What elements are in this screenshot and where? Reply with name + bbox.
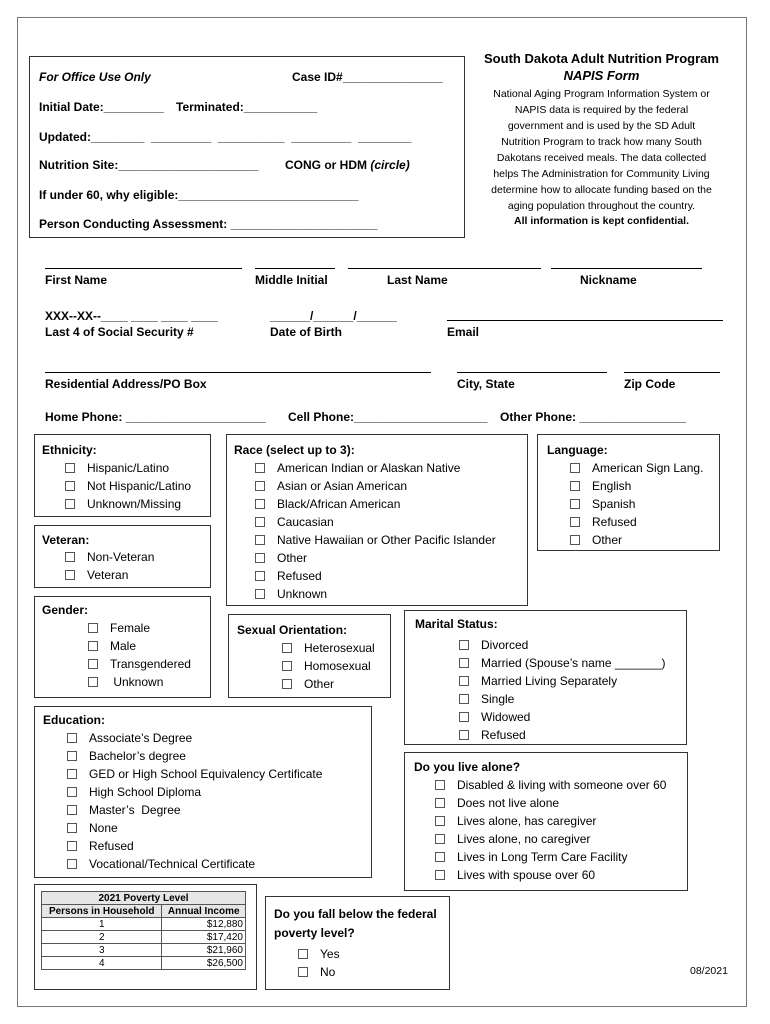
income-cell: $12,880 <box>162 918 246 931</box>
cell-phone-field[interactable]: Cell Phone:____________________ <box>288 410 488 424</box>
checkbox-icon[interactable] <box>570 463 580 473</box>
last-name-line[interactable] <box>348 268 541 269</box>
checkbox-icon[interactable] <box>67 787 77 797</box>
circle-note: (circle) <box>370 158 410 172</box>
checkbox-icon[interactable] <box>255 517 265 527</box>
checkbox-icon[interactable] <box>255 571 265 581</box>
zip-line[interactable] <box>624 372 720 373</box>
gender-box <box>34 596 211 698</box>
education-option-label: Refused <box>89 839 134 853</box>
race-option-label: Other <box>277 551 308 565</box>
education-option[interactable] <box>67 765 322 783</box>
checkbox-icon[interactable] <box>435 798 445 808</box>
federal-poverty-box <box>265 896 450 990</box>
language-option[interactable] <box>570 531 703 549</box>
office-use-box <box>29 56 465 238</box>
case-id-field[interactable]: Case ID#_______________ <box>292 70 443 84</box>
poverty-header-persons: Persons in Household <box>42 905 162 918</box>
alone-option-label: Lives alone, has caregiver <box>457 814 597 828</box>
program-description-line: aging population throughout the country. <box>507 200 696 212</box>
poverty-row <box>42 931 246 944</box>
gender-options <box>88 619 191 691</box>
marital-option[interactable] <box>459 708 666 726</box>
language-option[interactable] <box>570 459 703 477</box>
marital-option-label: Married Living Separately <box>481 674 618 688</box>
checkbox-icon[interactable] <box>255 535 265 545</box>
gender-option-label: Transgendered <box>110 657 191 671</box>
checkbox-icon[interactable] <box>570 535 580 545</box>
education-option[interactable] <box>67 819 322 837</box>
assessor-field[interactable]: Person Conducting Assessment: ______________________ <box>39 217 378 231</box>
veteran-option-label: Non-Veteran <box>87 550 155 564</box>
cong-hdm-label[interactable]: CONG or HDM <box>285 158 367 172</box>
education-option-label: Bachelor’s degree <box>89 749 186 763</box>
initial-date-field[interactable]: Initial Date:_________ <box>39 100 164 114</box>
persons-cell: 2 <box>42 931 162 944</box>
race-option[interactable] <box>255 531 496 549</box>
race-option[interactable] <box>255 459 496 477</box>
checkbox-icon[interactable] <box>88 641 98 651</box>
city-state-label: City, State <box>457 377 515 391</box>
veteran-title: Veteran: <box>42 533 90 547</box>
marital-option-label: Widowed <box>481 710 531 724</box>
orientation-option[interactable] <box>282 657 375 675</box>
language-option-label: English <box>592 479 632 493</box>
marital-option-label: Divorced <box>481 638 529 652</box>
orientation-title: Sexual Orientation: <box>237 623 348 637</box>
checkbox-icon[interactable] <box>67 751 77 761</box>
orientation-option-label: Homosexual <box>304 659 371 673</box>
under-60-field[interactable]: If under 60, why eligible:___________________________ <box>39 188 359 202</box>
education-option-label: Vocational/Technical Certificate <box>89 857 256 871</box>
marital-option[interactable] <box>459 654 666 672</box>
orientation-options <box>282 639 375 693</box>
orientation-option-label: Heterosexual <box>304 641 375 655</box>
education-option-label: Master’s Degree <box>89 803 181 817</box>
middle-initial-label: Middle Initial <box>255 273 328 287</box>
race-option[interactable] <box>255 567 496 585</box>
gender-option[interactable] <box>88 673 191 691</box>
last-name-label: Last Name <box>387 273 448 287</box>
first-name-label: First Name <box>45 273 108 287</box>
ethnicity-option[interactable] <box>65 459 191 477</box>
program-description-line: government and is used by the SD Adult <box>507 120 696 132</box>
poverty-row <box>42 918 246 931</box>
race-title: Race (select up to 3): <box>234 443 355 457</box>
gender-option-label: Female <box>110 621 151 635</box>
poverty-table-title: 2021 Poverty Level <box>42 892 246 905</box>
race-option[interactable] <box>255 477 496 495</box>
confidential-note: All information is kept confidential. <box>513 215 689 227</box>
language-option[interactable] <box>570 513 703 531</box>
gender-option-label: Unknown <box>110 675 164 689</box>
race-option[interactable] <box>255 585 496 603</box>
checkbox-icon[interactable] <box>255 499 265 509</box>
language-option-label: American Sign Lang. <box>592 461 704 475</box>
marital-box <box>404 610 687 745</box>
alone-option-label: Disabled & living with someone over 60 <box>457 778 667 792</box>
marital-option-label: Single <box>481 692 515 706</box>
program-description-line: National Aging Program Information System or <box>493 88 710 100</box>
gender-option[interactable] <box>88 655 191 673</box>
checkbox-icon[interactable] <box>282 661 292 671</box>
alone-option[interactable] <box>435 830 666 848</box>
nutrition-site-field[interactable]: Nutrition Site:_____________________ <box>39 158 259 172</box>
veteran-option[interactable] <box>65 566 154 584</box>
language-option-label: Spanish <box>592 497 636 511</box>
marital-title: Marital Status: <box>415 617 498 631</box>
race-option-label: Unknown <box>277 587 328 601</box>
ethnicity-option-label: Hispanic/Latino <box>87 461 170 475</box>
gender-option[interactable] <box>88 619 191 637</box>
program-description-line: determine how to allocate funding based on the <box>491 184 712 196</box>
gender-option[interactable] <box>88 637 191 655</box>
education-option[interactable] <box>67 801 322 819</box>
veteran-options <box>65 548 154 584</box>
persons-cell: 1 <box>42 918 162 931</box>
program-title: South Dakota Adult Nutrition Program <box>484 51 719 66</box>
program-description-line: Dakotans received meals. The data collected <box>496 152 707 164</box>
poverty-row <box>42 944 246 957</box>
checkbox-icon[interactable] <box>67 859 77 869</box>
marital-option[interactable] <box>459 636 666 654</box>
terminated-field[interactable]: Terminated:___________ <box>176 100 318 114</box>
gender-option-label: Male <box>110 639 137 653</box>
checkbox-icon[interactable] <box>298 949 308 959</box>
race-options <box>255 459 496 603</box>
footer-date: 08/2021 <box>690 965 728 977</box>
checkbox-icon[interactable] <box>255 553 265 563</box>
program-description-line: NAPIS data is required by the federal <box>514 104 689 116</box>
checkbox-icon[interactable] <box>65 499 75 509</box>
federal-option[interactable] <box>298 945 340 963</box>
middle-initial-line[interactable] <box>255 268 335 269</box>
ethnicity-title: Ethnicity: <box>42 443 97 457</box>
email-line[interactable] <box>447 320 723 321</box>
race-option-label: Asian or Asian American <box>277 479 408 493</box>
checkbox-icon[interactable] <box>67 769 77 779</box>
checkbox-icon[interactable] <box>67 733 77 743</box>
ssn-input[interactable]: XXX--XX--____ ____ ____ ____ <box>45 309 218 323</box>
live-alone-title: Do you live alone? <box>414 760 521 774</box>
city-state-line[interactable] <box>457 372 607 373</box>
poverty-header-income: Annual Income <box>162 905 246 918</box>
alone-option-label: Does not live alone <box>457 796 560 810</box>
checkbox-icon[interactable] <box>570 517 580 527</box>
checkbox-icon[interactable] <box>570 499 580 509</box>
home-phone-field[interactable]: Home Phone: _____________________ <box>45 410 266 424</box>
checkbox-icon[interactable] <box>88 677 98 687</box>
race-option-label: Caucasian <box>277 515 334 529</box>
alone-options <box>435 776 666 884</box>
checkbox-icon[interactable] <box>88 659 98 669</box>
checkbox-icon[interactable] <box>459 712 469 722</box>
alone-option-label: Lives in Long Term Care Facility <box>457 850 628 864</box>
marital-options <box>459 636 666 744</box>
race-option[interactable] <box>255 513 496 531</box>
checkbox-icon[interactable] <box>65 463 75 473</box>
checkbox-icon[interactable] <box>298 967 308 977</box>
veteran-box <box>34 525 211 588</box>
checkbox-icon[interactable] <box>88 623 98 633</box>
federal-poverty-title-line1: Do you fall below the federal <box>274 907 437 921</box>
race-option-label: Black/African American <box>277 497 401 511</box>
language-box <box>537 434 720 551</box>
language-options <box>570 459 703 549</box>
checkbox-icon[interactable] <box>282 643 292 653</box>
race-box <box>226 434 528 606</box>
education-option-label: Associate’s Degree <box>89 731 193 745</box>
address-label: Residential Address/PO Box <box>45 377 207 391</box>
checkbox-icon[interactable] <box>67 805 77 815</box>
orientation-option[interactable] <box>282 639 375 657</box>
poverty-row <box>42 957 246 970</box>
alone-option[interactable] <box>435 812 666 830</box>
federal-option-label: Yes <box>320 947 340 961</box>
checkbox-icon[interactable] <box>65 481 75 491</box>
first-name-line[interactable] <box>45 268 242 269</box>
checkbox-icon[interactable] <box>435 780 445 790</box>
checkbox-icon[interactable] <box>459 676 469 686</box>
program-subtitle: NAPIS Form <box>563 68 640 83</box>
checkbox-icon[interactable] <box>435 816 445 826</box>
marital-option[interactable] <box>459 726 666 744</box>
ethnicity-option-label: Not Hispanic/Latino <box>87 479 192 493</box>
address-line[interactable] <box>45 372 431 373</box>
email-label: Email <box>447 325 480 339</box>
checkbox-icon[interactable] <box>255 463 265 473</box>
checkbox-icon[interactable] <box>459 694 469 704</box>
race-option-label: Native Hawaiian or Other Pacific Islander <box>277 533 496 547</box>
education-option-label: High School Diploma <box>89 785 202 799</box>
nickname-line[interactable] <box>551 268 702 269</box>
ethnicity-box <box>34 434 211 517</box>
education-option[interactable] <box>67 855 322 873</box>
marital-option-label: Refused <box>481 728 526 742</box>
orientation-box <box>228 614 391 698</box>
other-phone-field[interactable]: Other Phone: ________________ <box>500 410 687 424</box>
alone-option-label: Lives alone, no caregiver <box>457 832 591 846</box>
ethnicity-option-label: Unknown/Missing <box>87 497 182 511</box>
ethnicity-option[interactable] <box>65 477 191 495</box>
orientation-option-label: Other <box>304 677 335 691</box>
checkbox-icon[interactable] <box>435 870 445 880</box>
checkbox-icon[interactable] <box>435 852 445 862</box>
language-option-label: Other <box>592 533 623 547</box>
program-description-line: Nutrition Program to track how many South <box>501 136 702 148</box>
poverty-table-box <box>34 884 257 990</box>
office-use-title: For Office Use Only <box>39 70 151 84</box>
marital-option[interactable] <box>459 690 666 708</box>
education-option-label: GED or High School Equivalency Certificate <box>89 767 323 781</box>
race-option[interactable] <box>255 549 496 567</box>
race-option-label: American Indian or Alaskan Native <box>277 461 461 475</box>
poverty-table <box>41 891 246 970</box>
checkbox-icon[interactable] <box>282 679 292 689</box>
language-option-label: Refused <box>592 515 637 529</box>
language-title: Language: <box>547 443 608 457</box>
checkbox-icon[interactable] <box>65 570 75 580</box>
education-title: Education: <box>43 713 105 727</box>
gender-title: Gender: <box>42 603 89 617</box>
ethnicity-options <box>65 459 191 513</box>
updated-field[interactable]: Updated:________ _________ __________ _________ ________ <box>39 130 412 144</box>
federal-option-label: No <box>320 965 336 979</box>
checkbox-icon[interactable] <box>65 552 75 562</box>
zip-label: Zip Code <box>624 377 676 391</box>
dob-label: Date of Birth <box>270 325 342 339</box>
language-option[interactable] <box>570 495 703 513</box>
education-box <box>34 706 372 878</box>
alone-option[interactable] <box>435 794 666 812</box>
checkbox-icon[interactable] <box>67 823 77 833</box>
ssn-label: Last 4 of Social Security # <box>45 325 194 339</box>
program-header <box>474 51 729 228</box>
income-cell: $21,960 <box>162 944 246 957</box>
federal-option[interactable] <box>298 963 340 981</box>
veteran-option[interactable] <box>65 548 154 566</box>
nickname-label: Nickname <box>580 273 637 287</box>
checkbox-icon[interactable] <box>67 841 77 851</box>
federal-poverty-title-line2: poverty level? <box>274 926 355 940</box>
checkbox-icon[interactable] <box>459 658 469 668</box>
live-alone-box <box>404 752 688 891</box>
race-option[interactable] <box>255 495 496 513</box>
marital-option-label: Married (Spouse’s name _______) <box>481 656 666 670</box>
marital-option[interactable] <box>459 672 666 690</box>
checkbox-icon[interactable] <box>459 730 469 740</box>
ethnicity-option[interactable] <box>65 495 191 513</box>
alone-option[interactable] <box>435 848 666 866</box>
program-description <box>474 86 729 214</box>
education-option[interactable] <box>67 783 322 801</box>
dob-input[interactable]: ______/______/______ <box>270 309 397 323</box>
program-description-line: helps The Administration for Community Living <box>493 168 710 180</box>
checkbox-icon[interactable] <box>435 834 445 844</box>
checkbox-icon[interactable] <box>459 640 469 650</box>
alone-option[interactable] <box>435 866 666 884</box>
federal-options <box>298 945 340 981</box>
checkbox-icon[interactable] <box>255 589 265 599</box>
veteran-option-label: Veteran <box>87 568 129 582</box>
checkbox-icon[interactable] <box>255 481 265 491</box>
education-option-label: None <box>89 821 118 835</box>
orientation-option[interactable] <box>282 675 375 693</box>
alone-option-label: Lives with spouse over 60 <box>457 868 596 882</box>
checkbox-icon[interactable] <box>570 481 580 491</box>
alone-option[interactable] <box>435 776 666 794</box>
language-option[interactable] <box>570 477 703 495</box>
education-option[interactable] <box>67 729 322 747</box>
race-option-label: Refused <box>277 569 322 583</box>
education-option[interactable] <box>67 747 322 765</box>
income-cell: $17,420 <box>162 931 246 944</box>
persons-cell: 4 <box>42 957 162 970</box>
persons-cell: 3 <box>42 944 162 957</box>
education-options <box>67 729 322 873</box>
education-option[interactable] <box>67 837 322 855</box>
income-cell: $26,500 <box>162 957 246 970</box>
